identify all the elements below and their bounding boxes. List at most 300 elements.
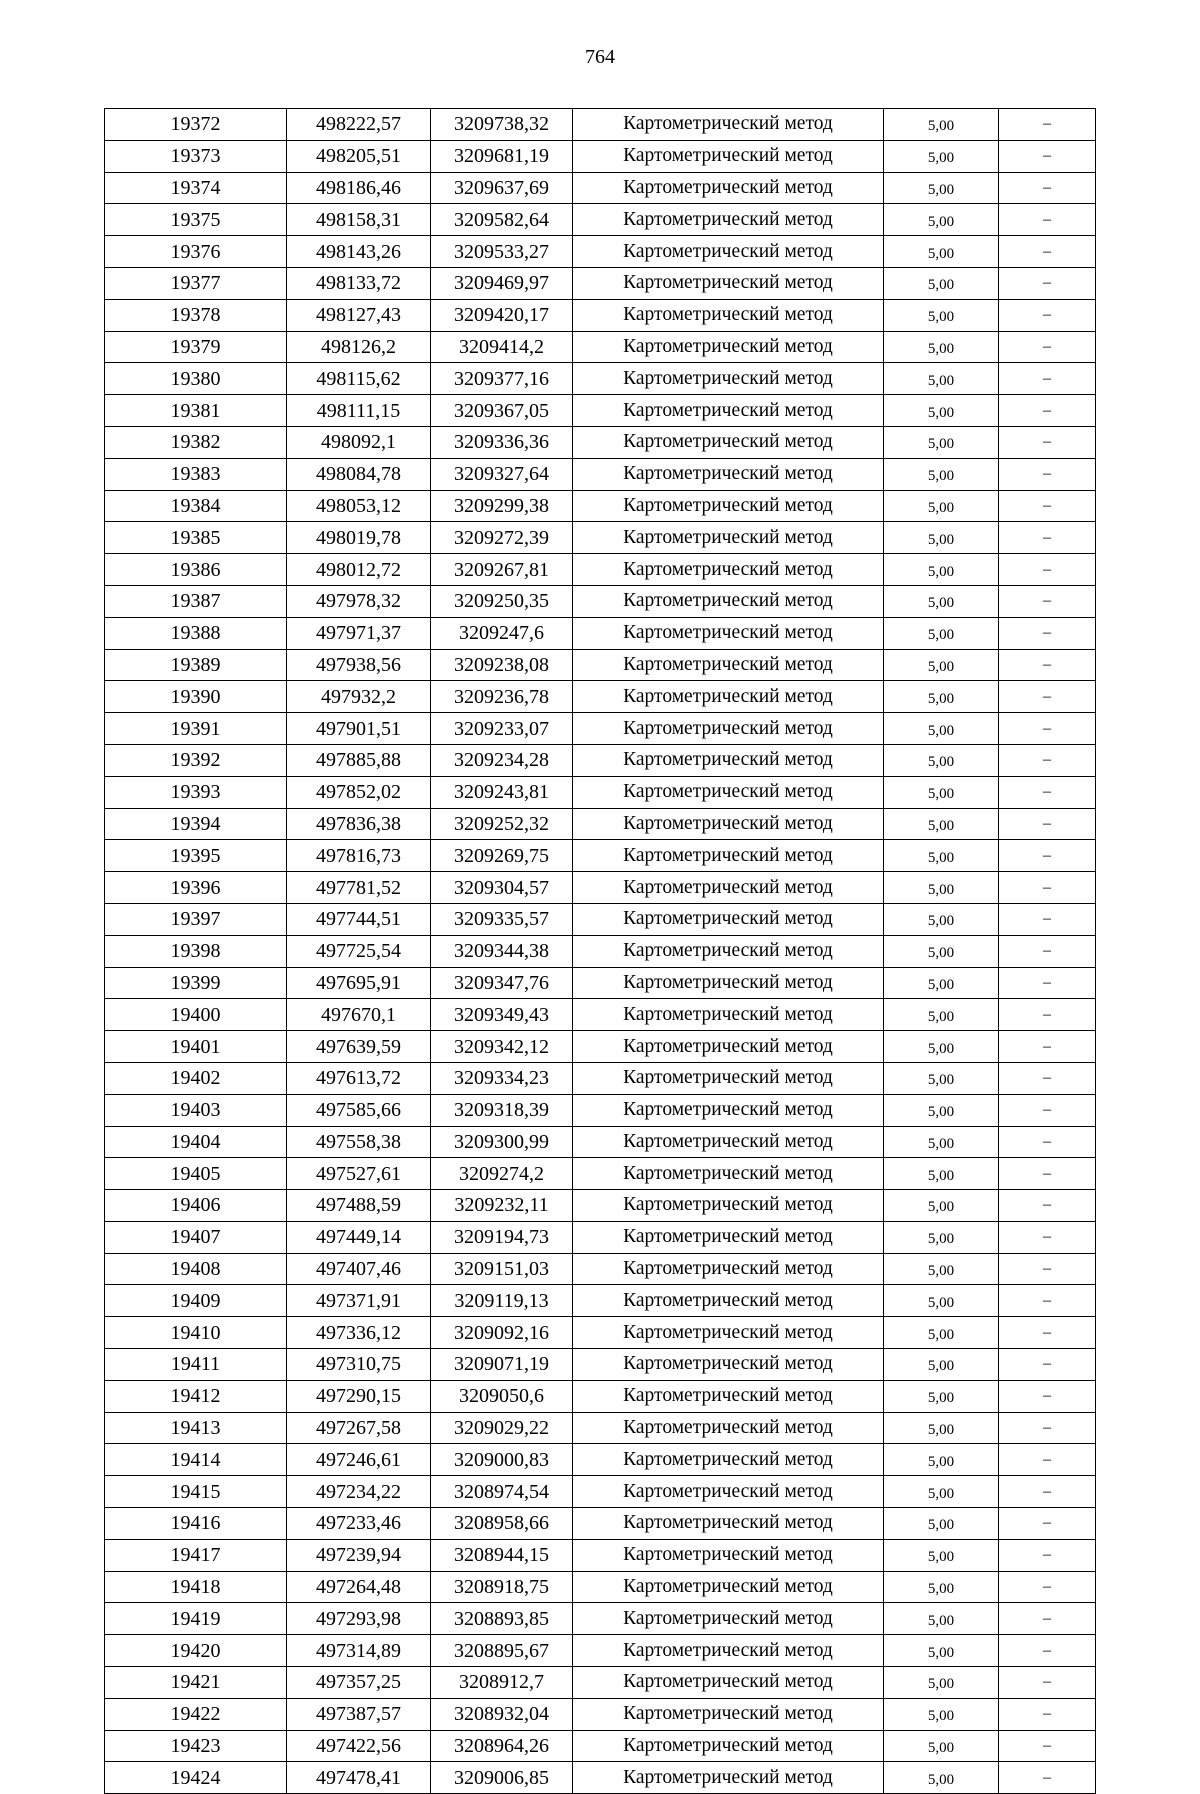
accuracy-cell: 5,00 (884, 1603, 999, 1635)
y-coordinate-cell: 3209267,81 (431, 554, 573, 586)
table-row (105, 1571, 1096, 1603)
method-cell: Картометрический метод (573, 903, 884, 935)
method-cell: Картометрический метод (573, 1158, 884, 1190)
point-number-cell: 19410 (105, 1317, 287, 1349)
note-cell: – (999, 1762, 1096, 1794)
x-coordinate-cell: 497246,61 (287, 1444, 431, 1476)
table-row (105, 490, 1096, 522)
table-row (105, 172, 1096, 204)
table-row (105, 1221, 1096, 1253)
method-cell: Картометрический метод (573, 1285, 884, 1317)
accuracy-cell: 5,00 (884, 999, 999, 1031)
note-cell: – (999, 1412, 1096, 1444)
table-row (105, 363, 1096, 395)
point-number-cell: 19393 (105, 776, 287, 808)
y-coordinate-cell: 3209000,83 (431, 1444, 573, 1476)
point-number-cell: 19402 (105, 1062, 287, 1094)
accuracy-cell: 5,00 (884, 1444, 999, 1476)
point-number-cell: 19382 (105, 426, 287, 458)
accuracy-cell: 5,00 (884, 204, 999, 236)
y-coordinate-cell: 3209252,32 (431, 808, 573, 840)
point-number-cell: 19422 (105, 1698, 287, 1730)
note-cell: – (999, 204, 1096, 236)
y-coordinate-cell: 3209092,16 (431, 1317, 573, 1349)
table-row (105, 1285, 1096, 1317)
x-coordinate-cell: 497901,51 (287, 713, 431, 745)
point-number-cell: 19391 (105, 713, 287, 745)
method-cell: Картометрический метод (573, 1730, 884, 1762)
x-coordinate-cell: 497239,94 (287, 1539, 431, 1571)
page-number: 764 (585, 46, 615, 68)
table-row (105, 744, 1096, 776)
point-number-cell: 19413 (105, 1412, 287, 1444)
note-cell: – (999, 299, 1096, 331)
note-cell: – (999, 1349, 1096, 1381)
method-cell: Картометрический метод (573, 1349, 884, 1381)
y-coordinate-cell: 3209299,38 (431, 490, 573, 522)
y-coordinate-cell: 3209006,85 (431, 1762, 573, 1794)
point-number-cell: 19400 (105, 999, 287, 1031)
note-cell: – (999, 776, 1096, 808)
method-cell: Картометрический метод (573, 935, 884, 967)
y-coordinate-cell: 3209247,6 (431, 617, 573, 649)
note-cell: – (999, 1730, 1096, 1762)
note-cell: – (999, 1667, 1096, 1699)
table-row (105, 109, 1096, 141)
table-row (105, 236, 1096, 268)
x-coordinate-cell: 498143,26 (287, 236, 431, 268)
method-cell: Картометрический метод (573, 617, 884, 649)
accuracy-cell: 5,00 (884, 935, 999, 967)
accuracy-cell: 5,00 (884, 1317, 999, 1349)
method-cell: Картометрический метод (573, 840, 884, 872)
y-coordinate-cell: 3209071,19 (431, 1349, 573, 1381)
y-coordinate-cell: 3209269,75 (431, 840, 573, 872)
x-coordinate-cell: 498111,15 (287, 395, 431, 427)
accuracy-cell: 5,00 (884, 1158, 999, 1190)
x-coordinate-cell: 497971,37 (287, 617, 431, 649)
x-coordinate-cell: 497422,56 (287, 1730, 431, 1762)
table-row (105, 1444, 1096, 1476)
table-row (105, 872, 1096, 904)
point-number-cell: 19409 (105, 1285, 287, 1317)
method-cell: Картометрический метод (573, 713, 884, 745)
y-coordinate-cell: 3209050,6 (431, 1380, 573, 1412)
note-cell: – (999, 522, 1096, 554)
point-number-cell: 19394 (105, 808, 287, 840)
note-cell: – (999, 1317, 1096, 1349)
note-cell: – (999, 1094, 1096, 1126)
x-coordinate-cell: 498012,72 (287, 554, 431, 586)
accuracy-cell: 5,00 (884, 1762, 999, 1794)
point-number-cell: 19376 (105, 236, 287, 268)
method-cell: Картометрический метод (573, 1762, 884, 1794)
table-row (105, 1508, 1096, 1540)
accuracy-cell: 5,00 (884, 458, 999, 490)
accuracy-cell: 5,00 (884, 585, 999, 617)
note-cell: – (999, 395, 1096, 427)
y-coordinate-cell: 3209349,43 (431, 999, 573, 1031)
table-row (105, 204, 1096, 236)
table-row (105, 1762, 1096, 1794)
point-number-cell: 19407 (105, 1221, 287, 1253)
point-number-cell: 19401 (105, 1031, 287, 1063)
table-row (105, 840, 1096, 872)
method-cell: Картометрический метод (573, 1412, 884, 1444)
y-coordinate-cell: 3209151,03 (431, 1253, 573, 1285)
method-cell: Картометрический метод (573, 1126, 884, 1158)
x-coordinate-cell: 497816,73 (287, 840, 431, 872)
coordinates-table-body (105, 109, 1096, 1794)
accuracy-cell: 5,00 (884, 1539, 999, 1571)
y-coordinate-cell: 3209274,2 (431, 1158, 573, 1190)
method-cell: Картометрический метод (573, 331, 884, 363)
note-cell: – (999, 458, 1096, 490)
y-coordinate-cell: 3209469,97 (431, 267, 573, 299)
table-row (105, 1667, 1096, 1699)
method-cell: Картометрический метод (573, 1539, 884, 1571)
table-row (105, 1539, 1096, 1571)
x-coordinate-cell: 497310,75 (287, 1349, 431, 1381)
accuracy-cell: 5,00 (884, 1221, 999, 1253)
table-row (105, 1698, 1096, 1730)
point-number-cell: 19416 (105, 1508, 287, 1540)
y-coordinate-cell: 3209347,76 (431, 967, 573, 999)
note-cell: – (999, 1571, 1096, 1603)
x-coordinate-cell: 498133,72 (287, 267, 431, 299)
note-cell: – (999, 267, 1096, 299)
y-coordinate-cell: 3209318,39 (431, 1094, 573, 1126)
method-cell: Картометрический метод (573, 1667, 884, 1699)
y-coordinate-cell: 3209236,78 (431, 681, 573, 713)
table-row (105, 426, 1096, 458)
table-row (105, 808, 1096, 840)
y-coordinate-cell: 3209304,57 (431, 872, 573, 904)
table-row (105, 935, 1096, 967)
note-cell: – (999, 172, 1096, 204)
method-cell: Картометрический метод (573, 395, 884, 427)
y-coordinate-cell: 3209582,64 (431, 204, 573, 236)
accuracy-cell: 5,00 (884, 840, 999, 872)
table-row (105, 681, 1096, 713)
y-coordinate-cell: 3209272,39 (431, 522, 573, 554)
x-coordinate-cell: 498186,46 (287, 172, 431, 204)
method-cell: Картометрический метод (573, 744, 884, 776)
point-number-cell: 19397 (105, 903, 287, 935)
table-row (105, 554, 1096, 586)
y-coordinate-cell: 3209300,99 (431, 1126, 573, 1158)
y-coordinate-cell: 3209250,35 (431, 585, 573, 617)
x-coordinate-cell: 497290,15 (287, 1380, 431, 1412)
table-row (105, 1476, 1096, 1508)
point-number-cell: 19411 (105, 1349, 287, 1381)
y-coordinate-cell: 3209344,38 (431, 935, 573, 967)
method-cell: Картометрический метод (573, 1603, 884, 1635)
x-coordinate-cell: 498127,43 (287, 299, 431, 331)
accuracy-cell: 5,00 (884, 299, 999, 331)
x-coordinate-cell: 497371,91 (287, 1285, 431, 1317)
method-cell: Картометрический метод (573, 649, 884, 681)
x-coordinate-cell: 497387,57 (287, 1698, 431, 1730)
point-number-cell: 19395 (105, 840, 287, 872)
method-cell: Картометрический метод (573, 1444, 884, 1476)
note-cell: – (999, 903, 1096, 935)
method-cell: Картометрический метод (573, 999, 884, 1031)
accuracy-cell: 5,00 (884, 967, 999, 999)
table-row (105, 1094, 1096, 1126)
point-number-cell: 19398 (105, 935, 287, 967)
y-coordinate-cell: 3209681,19 (431, 140, 573, 172)
accuracy-cell: 5,00 (884, 1667, 999, 1699)
y-coordinate-cell: 3208893,85 (431, 1603, 573, 1635)
table-row (105, 1031, 1096, 1063)
method-cell: Картометрический метод (573, 554, 884, 586)
note-cell: – (999, 109, 1096, 141)
accuracy-cell: 5,00 (884, 1126, 999, 1158)
accuracy-cell: 5,00 (884, 1253, 999, 1285)
method-cell: Картометрический метод (573, 204, 884, 236)
point-number-cell: 19384 (105, 490, 287, 522)
point-number-cell: 19403 (105, 1094, 287, 1126)
note-cell: – (999, 236, 1096, 268)
point-number-cell: 19379 (105, 331, 287, 363)
method-cell: Картометрический метод (573, 1031, 884, 1063)
accuracy-cell: 5,00 (884, 1476, 999, 1508)
point-number-cell: 19378 (105, 299, 287, 331)
point-number-cell: 19372 (105, 109, 287, 141)
x-coordinate-cell: 497357,25 (287, 1667, 431, 1699)
accuracy-cell: 5,00 (884, 1349, 999, 1381)
y-coordinate-cell: 3209367,05 (431, 395, 573, 427)
y-coordinate-cell: 3208944,15 (431, 1539, 573, 1571)
accuracy-cell: 5,00 (884, 395, 999, 427)
note-cell: – (999, 681, 1096, 713)
table-row (105, 1126, 1096, 1158)
accuracy-cell: 5,00 (884, 1412, 999, 1444)
table-row (105, 522, 1096, 554)
x-coordinate-cell: 498084,78 (287, 458, 431, 490)
point-number-cell: 19412 (105, 1380, 287, 1412)
note-cell: – (999, 808, 1096, 840)
method-cell: Картометрический метод (573, 872, 884, 904)
y-coordinate-cell: 3208958,66 (431, 1508, 573, 1540)
point-number-cell: 19415 (105, 1476, 287, 1508)
x-coordinate-cell: 497639,59 (287, 1031, 431, 1063)
accuracy-cell: 5,00 (884, 1508, 999, 1540)
x-coordinate-cell: 497781,52 (287, 872, 431, 904)
accuracy-cell: 5,00 (884, 1698, 999, 1730)
x-coordinate-cell: 497233,46 (287, 1508, 431, 1540)
method-cell: Картометрический метод (573, 1253, 884, 1285)
point-number-cell: 19414 (105, 1444, 287, 1476)
table-row (105, 585, 1096, 617)
point-number-cell: 19421 (105, 1667, 287, 1699)
y-coordinate-cell: 3208964,26 (431, 1730, 573, 1762)
y-coordinate-cell: 3208895,67 (431, 1635, 573, 1667)
accuracy-cell: 5,00 (884, 172, 999, 204)
accuracy-cell: 5,00 (884, 267, 999, 299)
point-number-cell: 19380 (105, 363, 287, 395)
table-row (105, 299, 1096, 331)
note-cell: – (999, 1126, 1096, 1158)
point-number-cell: 19419 (105, 1603, 287, 1635)
method-cell: Картометрический метод (573, 585, 884, 617)
accuracy-cell: 5,00 (884, 236, 999, 268)
note-cell: – (999, 617, 1096, 649)
table-row (105, 1603, 1096, 1635)
method-cell: Картометрический метод (573, 109, 884, 141)
point-number-cell: 19406 (105, 1190, 287, 1222)
note-cell: – (999, 363, 1096, 395)
x-coordinate-cell: 497407,46 (287, 1253, 431, 1285)
method-cell: Картометрический метод (573, 1508, 884, 1540)
note-cell: – (999, 1190, 1096, 1222)
table-row (105, 1349, 1096, 1381)
method-cell: Картометрический метод (573, 458, 884, 490)
method-cell: Картометрический метод (573, 1221, 884, 1253)
note-cell: – (999, 490, 1096, 522)
point-number-cell: 19404 (105, 1126, 287, 1158)
accuracy-cell: 5,00 (884, 1571, 999, 1603)
table-row (105, 1190, 1096, 1222)
accuracy-cell: 5,00 (884, 1094, 999, 1126)
table-row (105, 649, 1096, 681)
method-cell: Картометрический метод (573, 1094, 884, 1126)
x-coordinate-cell: 498158,31 (287, 204, 431, 236)
accuracy-cell: 5,00 (884, 490, 999, 522)
note-cell: – (999, 331, 1096, 363)
x-coordinate-cell: 497613,72 (287, 1062, 431, 1094)
method-cell: Картометрический метод (573, 172, 884, 204)
note-cell: – (999, 426, 1096, 458)
table-row (105, 713, 1096, 745)
method-cell: Картометрический метод (573, 967, 884, 999)
x-coordinate-cell: 497938,56 (287, 649, 431, 681)
table-row (105, 903, 1096, 935)
method-cell: Картометрический метод (573, 1317, 884, 1349)
point-number-cell: 19423 (105, 1730, 287, 1762)
note-cell: – (999, 744, 1096, 776)
point-number-cell: 19390 (105, 681, 287, 713)
accuracy-cell: 5,00 (884, 1285, 999, 1317)
method-cell: Картометрический метод (573, 1380, 884, 1412)
y-coordinate-cell: 3209194,73 (431, 1221, 573, 1253)
method-cell: Картометрический метод (573, 140, 884, 172)
point-number-cell: 19373 (105, 140, 287, 172)
note-cell: – (999, 649, 1096, 681)
y-coordinate-cell: 3209234,28 (431, 744, 573, 776)
note-cell: – (999, 1221, 1096, 1253)
x-coordinate-cell: 498053,12 (287, 490, 431, 522)
point-number-cell: 19392 (105, 744, 287, 776)
accuracy-cell: 5,00 (884, 776, 999, 808)
method-cell: Картометрический метод (573, 1698, 884, 1730)
note-cell: – (999, 1539, 1096, 1571)
accuracy-cell: 5,00 (884, 808, 999, 840)
point-number-cell: 19386 (105, 554, 287, 586)
method-cell: Картометрический метод (573, 299, 884, 331)
y-coordinate-cell: 3209029,22 (431, 1412, 573, 1444)
x-coordinate-cell: 497314,89 (287, 1635, 431, 1667)
point-number-cell: 19385 (105, 522, 287, 554)
method-cell: Картометрический метод (573, 681, 884, 713)
point-number-cell: 19396 (105, 872, 287, 904)
x-coordinate-cell: 497932,2 (287, 681, 431, 713)
accuracy-cell: 5,00 (884, 1635, 999, 1667)
accuracy-cell: 5,00 (884, 713, 999, 745)
method-cell: Картометрический метод (573, 236, 884, 268)
accuracy-cell: 5,00 (884, 617, 999, 649)
accuracy-cell: 5,00 (884, 903, 999, 935)
accuracy-cell: 5,00 (884, 872, 999, 904)
point-number-cell: 19387 (105, 585, 287, 617)
note-cell: – (999, 1635, 1096, 1667)
y-coordinate-cell: 3209336,36 (431, 426, 573, 458)
y-coordinate-cell: 3209233,07 (431, 713, 573, 745)
note-cell: – (999, 1476, 1096, 1508)
note-cell: – (999, 1698, 1096, 1730)
point-number-cell: 19418 (105, 1571, 287, 1603)
accuracy-cell: 5,00 (884, 522, 999, 554)
x-coordinate-cell: 498092,1 (287, 426, 431, 458)
x-coordinate-cell: 497744,51 (287, 903, 431, 935)
y-coordinate-cell: 3209738,32 (431, 109, 573, 141)
note-cell: – (999, 1444, 1096, 1476)
method-cell: Картометрический метод (573, 426, 884, 458)
table-row (105, 1317, 1096, 1349)
y-coordinate-cell: 3208932,04 (431, 1698, 573, 1730)
point-number-cell: 19383 (105, 458, 287, 490)
table-row (105, 776, 1096, 808)
note-cell: – (999, 935, 1096, 967)
x-coordinate-cell: 497267,58 (287, 1412, 431, 1444)
note-cell: – (999, 140, 1096, 172)
x-coordinate-cell: 497978,32 (287, 585, 431, 617)
table-row (105, 999, 1096, 1031)
point-number-cell: 19375 (105, 204, 287, 236)
y-coordinate-cell: 3209637,69 (431, 172, 573, 204)
point-number-cell: 19420 (105, 1635, 287, 1667)
method-cell: Картометрический метод (573, 1571, 884, 1603)
method-cell: Картометрический метод (573, 808, 884, 840)
note-cell: – (999, 1508, 1096, 1540)
note-cell: – (999, 1031, 1096, 1063)
point-number-cell: 19405 (105, 1158, 287, 1190)
accuracy-cell: 5,00 (884, 1730, 999, 1762)
y-coordinate-cell: 3209327,64 (431, 458, 573, 490)
x-coordinate-cell: 498222,57 (287, 109, 431, 141)
method-cell: Картометрический метод (573, 363, 884, 395)
accuracy-cell: 5,00 (884, 109, 999, 141)
table-row (105, 617, 1096, 649)
y-coordinate-cell: 3209238,08 (431, 649, 573, 681)
y-coordinate-cell: 3208918,75 (431, 1571, 573, 1603)
y-coordinate-cell: 3209342,12 (431, 1031, 573, 1063)
note-cell: – (999, 554, 1096, 586)
point-number-cell: 19388 (105, 617, 287, 649)
x-coordinate-cell: 497234,22 (287, 1476, 431, 1508)
x-coordinate-cell: 498115,62 (287, 363, 431, 395)
method-cell: Картометрический метод (573, 267, 884, 299)
table-row (105, 458, 1096, 490)
accuracy-cell: 5,00 (884, 1031, 999, 1063)
point-number-cell: 19374 (105, 172, 287, 204)
table-row (105, 1158, 1096, 1190)
point-number-cell: 19424 (105, 1762, 287, 1794)
accuracy-cell: 5,00 (884, 744, 999, 776)
y-coordinate-cell: 3209414,2 (431, 331, 573, 363)
x-coordinate-cell: 497585,66 (287, 1094, 431, 1126)
